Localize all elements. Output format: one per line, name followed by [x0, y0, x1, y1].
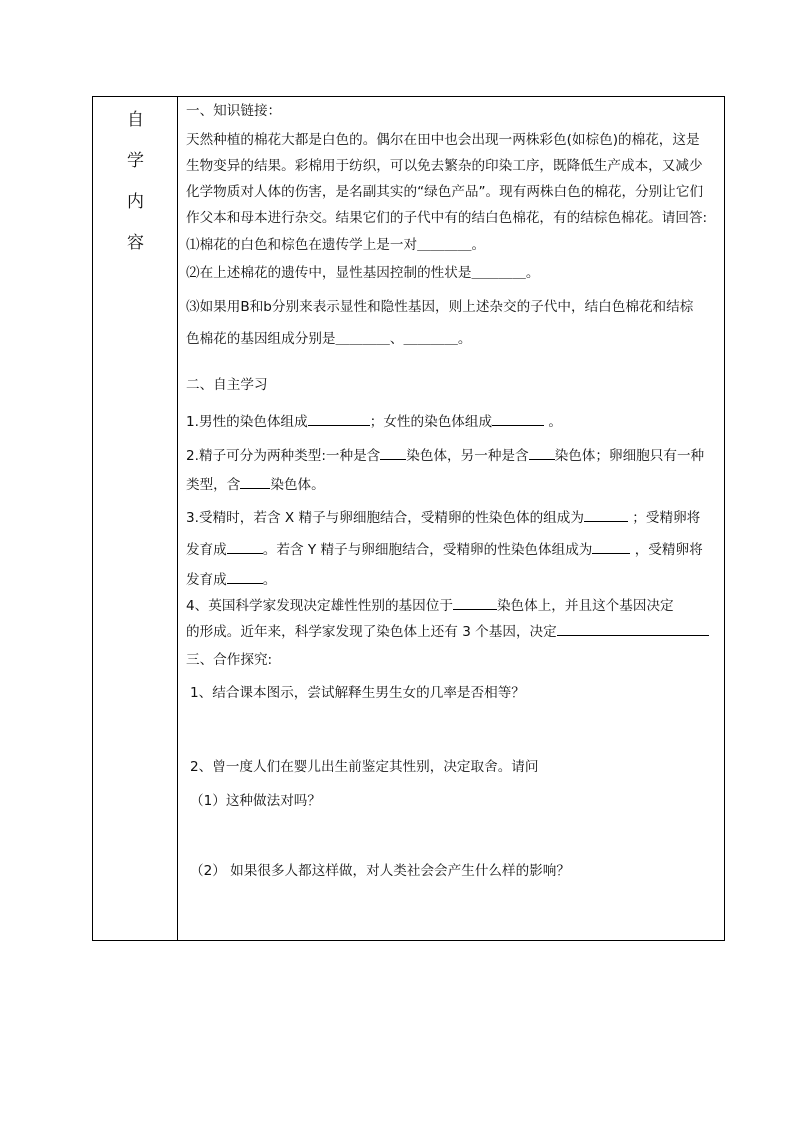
section1-paragraph-line: 生物变异的结果。彩棉用于纺织，可以免去繁杂的印染工序，既降低生产成本，又减少 — [186, 158, 703, 174]
worksheet-table — [92, 96, 725, 941]
section1-heading: 一、知识链接： — [186, 103, 282, 119]
fill-in-blank[interactable] — [227, 569, 263, 584]
section1-question-3-line1: ⑶如果用B和b分别来表示显性和隐性基因，则上述杂交的子代中，结白色棉花和结棕 — [186, 299, 694, 315]
section2-item-3 — [186, 507, 700, 528]
side-label-char: 容 — [127, 233, 144, 253]
item-text: 染色体，另一种是含 — [406, 448, 529, 464]
item-text: 。若含 Y 精子与卵细胞结合，受精卵的性染色体组成为 — [262, 542, 593, 558]
fill-in-blank[interactable] — [492, 411, 544, 426]
item-text: ；受精卵将 — [627, 510, 701, 526]
fill-in-blank[interactable] — [529, 445, 555, 460]
side-label-char: 学 — [127, 151, 144, 171]
fill-in-blank[interactable] — [584, 507, 628, 522]
section2-heading: 二、自主学习 — [186, 377, 268, 393]
section2-item-4 — [186, 595, 674, 616]
fill-in-blank[interactable] — [453, 595, 497, 610]
section2-item-4-cont — [186, 621, 709, 642]
item-text: 2.精子可分为两种类型:一种是含 — [186, 448, 381, 464]
section1-paragraph-line: 天然种植的棉花大都是白色的。偶尔在田中也会出现一两株彩色(如棕色)的棉花，这是 — [186, 132, 700, 148]
fill-in-blank[interactable] — [227, 539, 263, 554]
item-text: 染色体上，并且这个基因决定 — [496, 598, 674, 614]
fill-in-blank[interactable] — [557, 621, 709, 636]
side-label-char: 自 — [127, 110, 144, 130]
section2-item-1 — [186, 411, 562, 432]
fill-in-blank[interactable] — [308, 411, 370, 426]
section2-item-3-cont2 — [186, 569, 276, 590]
item-text: 3.受精时，若含 X 精子与卵细胞结合，受精卵的性染色体的组成为 — [186, 510, 584, 526]
item-text: 染色体；卵细胞只有一种 — [554, 448, 705, 464]
item-text: 4、英国科学家发现决定雄性性别的基因位于 — [186, 598, 453, 614]
item-text: ，受精卵将 — [630, 542, 703, 558]
fill-in-blank[interactable] — [240, 474, 270, 489]
section1-question-3-line2: 色棉花的基因组成分别是＿＿＿＿、＿＿＿＿。 — [186, 331, 472, 347]
section3-heading: 三、合作探究: — [186, 652, 273, 668]
section1-paragraph-line: 化学物质对人体的伤害，是名副其实的“绿色产品”。现有两株白色的棉花，分别让它们 — [186, 184, 704, 200]
item-text: 染色体。 — [270, 477, 325, 493]
item-text: ；女性的染色体组成 — [369, 414, 493, 430]
section3-question-1: 1、结合课本图示，尝试解释生男生女的几率是否相等？ — [190, 685, 525, 701]
side-label-char: 内 — [127, 192, 144, 212]
section2-item-2 — [186, 445, 704, 466]
section1-question-2: ⑵在上述棉花的遗传中，显性基因控制的性状是＿＿＿＿。 — [186, 265, 540, 281]
fill-in-blank[interactable] — [592, 539, 630, 554]
item-text: 1.男性的染色体组成 — [186, 414, 308, 430]
fill-in-blank[interactable] — [380, 445, 406, 460]
item-text: 发育成 — [186, 572, 227, 588]
section2-item-3-cont — [186, 539, 703, 560]
section1-paragraph-line: 作父本和母本进行杂交。结果它们的子代中有的结白色棉花，有的结棕色棉花。请回答: — [186, 210, 708, 226]
section3-question-2-2: （2） 如果很多人都这样做，对人类社会会产生什么样的影响？ — [190, 863, 570, 879]
item-text: 发育成 — [186, 542, 227, 558]
item-text: 。 — [544, 414, 562, 430]
section3-question-2-1: （1）这种做法对吗？ — [190, 793, 321, 809]
item-text: 。 — [262, 572, 277, 588]
section3-question-2: 2、曾一度人们在婴儿出生前鉴定其性别，决定取舍。请问 — [190, 759, 539, 775]
content-column — [178, 97, 724, 940]
side-label-column — [93, 97, 178, 940]
section1-question-1: ⑴棉花的白色和棕色在遗传学上是一对＿＿＿＿。 — [186, 237, 486, 253]
item-text: 的形成。近年来，科学家发现了染色体上还有 3 个基因，决定 — [186, 624, 557, 640]
item-text: 类型，含 — [186, 477, 241, 493]
section2-item-2-cont — [186, 474, 325, 495]
